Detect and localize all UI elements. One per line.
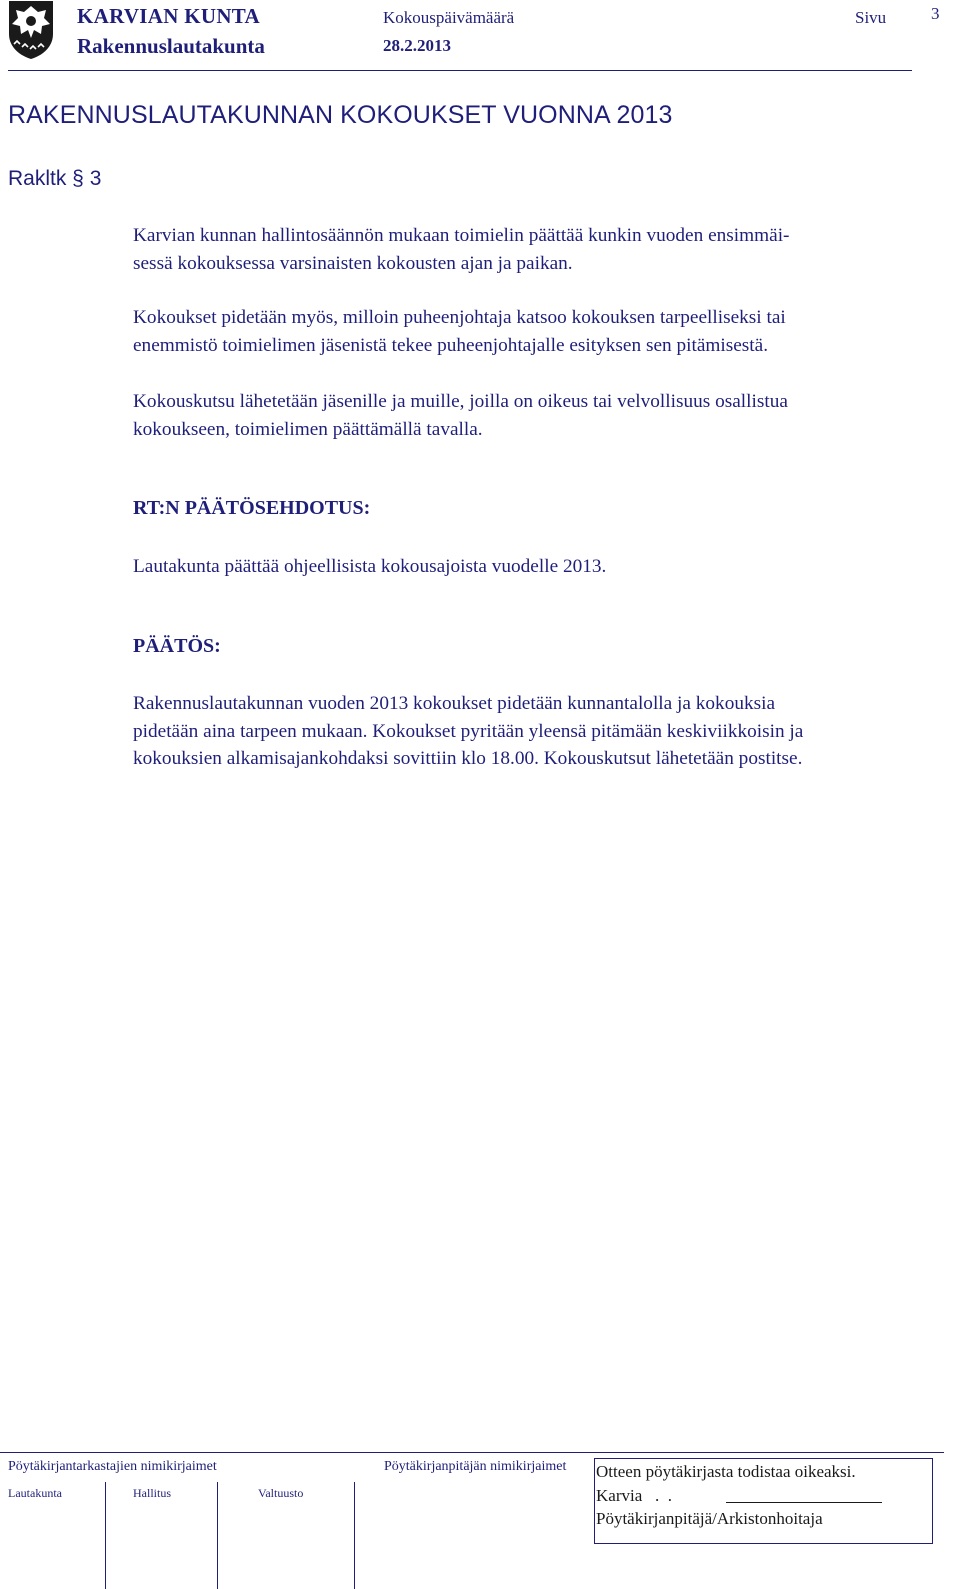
paragraph-3 (133, 388, 943, 443)
paragraph-line: sessä kokouksessa varsinaisten kokousten ajan ja paikan. (133, 252, 573, 274)
certificate-signer-title: Pöytäkirjanpitäjä/Arkistonhoitaja (596, 1509, 823, 1528)
body-label-government: Hallitus (133, 1486, 171, 1500)
proposal-heading: RT:N PÄÄTÖSEHDOTUS: (133, 497, 371, 519)
paragraph-line: kokoukseen, toimielimen päättämällä tavalla. (133, 418, 483, 440)
paragraph-line: Kokoukset pidetään myös, milloin puheenjohtaja katsoo kokouksen tarpeelliseksi tai (133, 307, 786, 328)
municipal-coat-of-arms-icon (8, 0, 54, 60)
decision-line: kokouksien alkamisajankohdaksi sovittiin klo 18.00. Kokouskutsut lähetetään postitse. (133, 748, 803, 769)
meeting-date-label: Kokouspäivämäärä (383, 8, 515, 27)
footer-column-divider (217, 1482, 218, 1589)
paragraph-line: Karvian kunnan hallintosäännön mukaan toimielin päättää kunkin vuoden ensimmäi- (133, 225, 790, 246)
signature-line (726, 1502, 882, 1503)
certificate-place-date: Karvia . . (596, 1486, 673, 1505)
organization-name: KARVIAN KUNTA (77, 4, 261, 28)
paragraph-line: enemmistö toimielimen jäsenistä tekee puheenjohtajalle esityksen sen pitämisestä. (133, 334, 769, 356)
paragraph-2 (133, 304, 943, 359)
decision-line: pidetään aina tarpeen mukaan. Kokoukset pyritään yleensä pitämään keskiviikkoisin ja (133, 720, 804, 742)
body-label-board: Lautakunta (8, 1486, 62, 1500)
decision-text (133, 690, 953, 773)
body-label-council: Valtuusto (258, 1486, 304, 1500)
footer-column-divider (354, 1482, 355, 1589)
footer-divider (0, 1452, 944, 1453)
decision-line: Rakennuslautakunnan vuoden 2013 kokoukset pidetään kunnantalolla ja kokouksia (133, 693, 776, 714)
document-title: RAKENNUSLAUTAKUNNAN KOKOUKSET VUONNA 2013 (8, 101, 673, 129)
meeting-date: 28.2.2013 (383, 36, 451, 55)
section-reference: Rakltk § 3 (8, 167, 102, 190)
footer-column-divider (105, 1482, 106, 1589)
decision-heading: PÄÄTÖS: (133, 635, 221, 657)
page-label: Sivu (855, 8, 887, 27)
paragraph-line: Kokouskutsu lähetetään jäsenille ja muille, joilla on oikeus tai velvollisuus osallistua (133, 391, 788, 412)
certificate-statement: Otteen pöytäkirjasta todistaa oikeaksi. (596, 1462, 856, 1481)
proposal-text: Lautakunta päättää ohjeellisista kokousajoista vuodelle 2013. (133, 556, 607, 577)
keeper-initials-label: Pöytäkirjanpitäjän nimikirjaimet (384, 1459, 567, 1474)
department-name: Rakennuslautakunta (77, 34, 265, 58)
paragraph-1 (133, 222, 943, 277)
checkers-initials-label: Pöytäkirjantarkastajien nimikirjaimet (8, 1459, 217, 1474)
page-number: 3 (931, 4, 940, 23)
header-divider (8, 70, 912, 71)
